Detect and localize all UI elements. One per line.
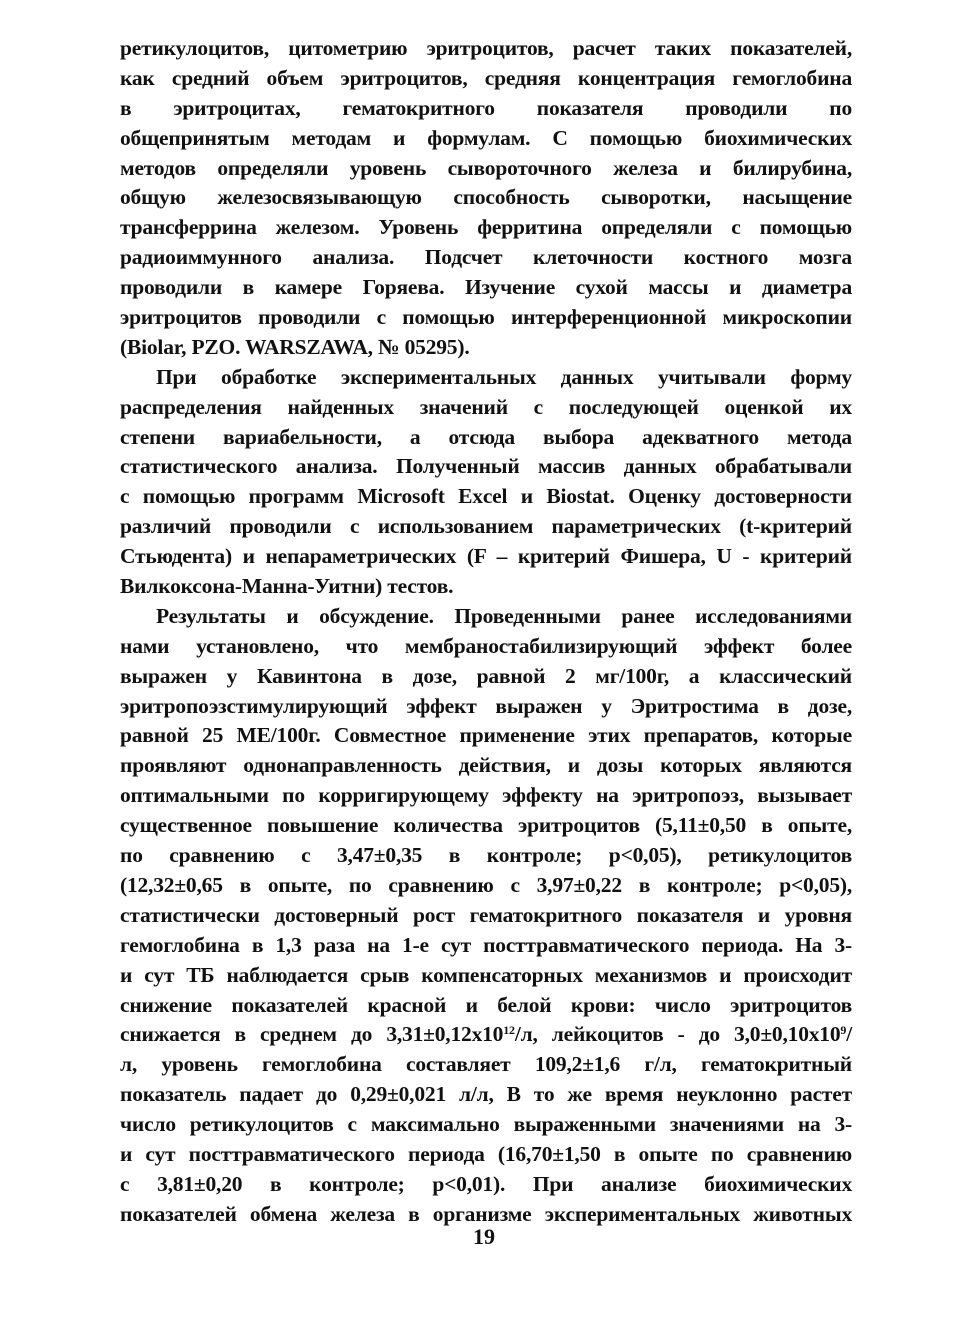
document-page [120, 34, 852, 1230]
text-line: проводили в камере Горяева. Изучение сухой массы и диаметра [120, 275, 852, 300]
text-line: равной 25 МЕ/100г. Совместное применение этих препаратов, которые [120, 723, 852, 748]
text-fragment: снижается в среднем до 3,31±0,12х10 [120, 1022, 504, 1047]
text-line: показателей обмена железа в организме экспериментальных животных [120, 1201, 852, 1226]
text-line: снижение показателей красной и белой крови: число эритроцитов [120, 992, 852, 1017]
text-line: гемоглобина в 1,3 раза на 1-е сут посттравматического периода. На 3- [120, 932, 852, 957]
text-line: в эритроцитах, гематокритного показателя проводили по [120, 95, 852, 120]
text-fragment: Проведенными ранее исследованиями [433, 603, 852, 628]
text-line: Стьюдента) и непараметрических (F – критерий Фишера, U - критерий [120, 544, 852, 569]
text-line: проявляют однонаправленность действия, и дозы которых являются [120, 753, 852, 778]
text-line: с помощью программ Microsoft Excel и Biostat. Оценку достоверности [120, 484, 852, 509]
superscript: 12 [503, 1023, 515, 1038]
text-line: число ретикулоцитов с максимально выраженными значениями на 3- [120, 1112, 852, 1137]
text-line: л, уровень гемоглобина составляет 109,2±1,6 г/л, гематокритный [120, 1052, 852, 1077]
text-line [120, 1020, 852, 1050]
text-line: нами установлено, что мембраностабилизирующий эффект более [120, 633, 852, 658]
text-line: различий проводили с использованием параметрических (t-критерий [120, 514, 852, 539]
text-line: общую железосвязывающую способность сыворотки, насыщение [120, 185, 852, 210]
text-line: выражен у Кавинтона в дозе, равной 2 мг/100г, а классический [120, 663, 852, 688]
section-lead-heading: Результаты и обсуждение. [156, 603, 434, 628]
text-line: и сут посттравматического периода (16,70±1,50 в опыте по сравнению [120, 1141, 852, 1166]
paragraph-results [120, 602, 852, 1230]
text-line: как средний объем эритроцитов, средняя концентрация гемоглобина [120, 65, 852, 90]
text-fragment: /л, лейкоцитов - до 3,0±0,10х10 [514, 1022, 841, 1047]
text-line: статистически достоверный рост гематокритного показателя и уровня [120, 902, 852, 927]
text-line: (12,32±0,65 в опыте, по сравнению с 3,97±0,22 в контроле; р<0,05), [120, 872, 852, 897]
text-fragment: / [846, 1022, 852, 1047]
text-line: трансферрина железом. Уровень ферритина определяли с помощью [120, 215, 852, 240]
superscript: 9 [840, 1023, 847, 1038]
text-line: методов определяли уровень сывороточного железа и билирубина, [120, 155, 852, 180]
paragraph-methods [120, 34, 852, 363]
paragraph-statistics [120, 363, 852, 602]
text-line: с 3,81±0,20 в контроле; р<0,01). При анализе биохимических [120, 1171, 852, 1196]
text-line: распределения найденных значений с последующей оценкой их [120, 394, 852, 419]
text-line: (Biolar, PZO. WARSZAWA, № 05295). [120, 334, 470, 359]
text-line: общепринятым методам и формулам. С помощью биохимических [120, 125, 852, 150]
text-line: существенное повышение количества эритроцитов (5,11±0,50 в опыте, [120, 813, 852, 838]
text-line: При обработке экспериментальных данных учитывали форму [156, 364, 852, 389]
text-line: статистического анализа. Полученный массив данных обрабатывали [120, 454, 852, 479]
text-line [120, 602, 852, 632]
text-line: Вилкоксона-Манна-Уитни) тестов. [120, 574, 454, 599]
text-line: и сут ТБ наблюдается срыв компенсаторных механизмов и происходит [120, 962, 852, 987]
text-line: эритроцитов проводили с помощью интерференционной микроскопии [120, 305, 852, 330]
text-line: эритропоэзстимулирующий эффект выражен у Эритростима в дозе, [120, 693, 852, 718]
text-line: оптимальными по корригирующему эффекту на эритропоэз, вызывает [120, 783, 852, 808]
text-line: по сравнению с 3,47±0,35 в контроле; р<0,05), ретикулоцитов [120, 843, 852, 868]
text-line: показатель падает до 0,29±0,021 л/л, В то же время неуклонно растет [120, 1082, 852, 1107]
text-line: радиоиммунного анализа. Подсчет клеточности костного мозга [120, 245, 852, 270]
page-number: 19 [473, 1224, 495, 1249]
text-line: ретикулоцитов, цитометрию эритроцитов, расчет таких показателей, [120, 36, 852, 60]
text-line: степени вариабельности, а отсюда выбора адекватного метода [120, 424, 852, 449]
